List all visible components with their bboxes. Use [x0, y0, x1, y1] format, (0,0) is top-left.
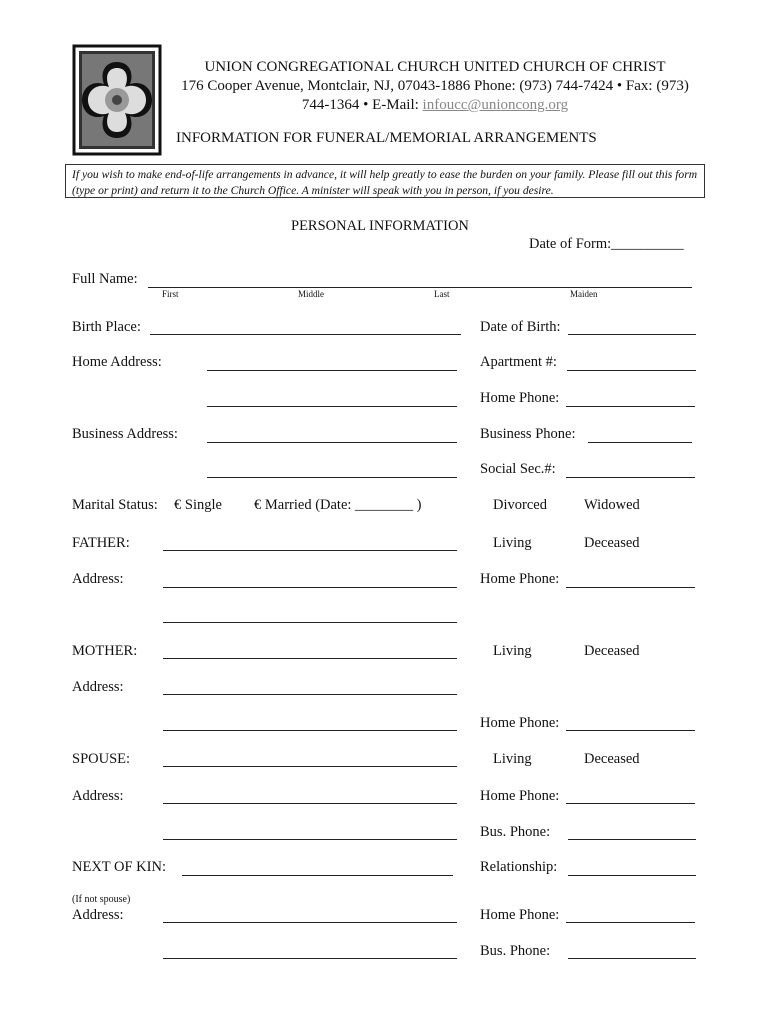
- kin-address-label: Address:: [72, 907, 124, 923]
- kin-home-phone-label: Home Phone:: [480, 907, 560, 923]
- kin-home-phone-field[interactable]: [566, 922, 695, 923]
- father-address-label: Address:: [72, 571, 124, 587]
- birth-place-field[interactable]: [150, 334, 461, 335]
- spouse-living-option[interactable]: Living: [493, 751, 532, 767]
- relationship-label: Relationship:: [480, 859, 558, 875]
- relationship-field[interactable]: [568, 875, 696, 876]
- father-address-field-1[interactable]: [163, 587, 457, 588]
- mother-address-field-2[interactable]: [163, 730, 457, 731]
- social-sec-label: Social Sec.#:: [480, 461, 556, 477]
- single-option[interactable]: € Single: [174, 497, 222, 513]
- father-home-phone-label: Home Phone:: [480, 571, 560, 587]
- spouse-label: SPOUSE:: [72, 751, 131, 767]
- mother-home-phone-field[interactable]: [566, 730, 695, 731]
- social-sec-field[interactable]: [566, 477, 695, 478]
- married-option[interactable]: € Married (Date: ________ ): [254, 497, 422, 513]
- business-address-field-1[interactable]: [207, 442, 457, 443]
- business-phone-field[interactable]: [588, 442, 692, 443]
- marital-status-label: Marital Status:: [72, 497, 158, 513]
- section-title: PERSONAL INFORMATION: [291, 218, 469, 234]
- mother-address-field-1[interactable]: [163, 694, 457, 695]
- spouse-home-phone-label: Home Phone:: [480, 788, 560, 804]
- father-field[interactable]: [163, 550, 457, 551]
- intro-note: If you wish to make end-of-life arrangements in advance, it will help greatly to ease the burden on your family. Please fill out this form (type or print) and return it to the Church Office. A minister will speak with you in person, if you desire.: [65, 164, 705, 198]
- email-link[interactable]: infoucc@unioncong.org: [422, 97, 569, 113]
- church-address: 176 Cooper Avenue, Montclair, NJ, 07043-1886 Phone: (973) 744-7424 • Fax: (973): [181, 78, 689, 94]
- spouse-home-phone-field[interactable]: [566, 803, 695, 804]
- birth-place-label: Birth Place:: [72, 319, 141, 335]
- date-of-birth-field[interactable]: [568, 334, 696, 335]
- full-name-field[interactable]: [148, 287, 692, 288]
- mother-home-phone-label: Home Phone:: [480, 715, 560, 731]
- business-address-field-2[interactable]: [207, 477, 457, 478]
- mother-deceased-option[interactable]: Deceased: [584, 643, 640, 659]
- spouse-deceased-option[interactable]: Deceased: [584, 751, 640, 767]
- father-home-phone-field[interactable]: [566, 587, 695, 588]
- mother-address-label: Address:: [72, 679, 124, 695]
- home-phone-field[interactable]: [566, 406, 695, 407]
- spouse-address-field-2[interactable]: [163, 839, 457, 840]
- spouse-address-label: Address:: [72, 788, 124, 804]
- home-address-field-1[interactable]: [207, 370, 457, 371]
- name-part-middle: Middle: [298, 289, 324, 299]
- divorced-option[interactable]: Divorced: [493, 497, 547, 513]
- next-of-kin-label: NEXT OF KIN:: [72, 859, 166, 875]
- home-address-field-2[interactable]: [207, 406, 457, 407]
- contact-prefix: 744-1364 • E-Mail:: [301, 97, 423, 113]
- spouse-address-field-1[interactable]: [163, 803, 457, 804]
- father-address-field-2[interactable]: [163, 622, 457, 623]
- kin-address-field-1[interactable]: [163, 922, 457, 923]
- spouse-field[interactable]: [163, 766, 457, 767]
- form-title: INFORMATION FOR FUNERAL/MEMORIAL ARRANGEMENTS: [176, 130, 597, 146]
- next-of-kin-field[interactable]: [182, 875, 453, 876]
- date-of-form: Date of Form:__________: [529, 236, 684, 252]
- church-contact: [170, 96, 700, 115]
- church-name: UNION CONGREGATIONAL CHURCH UNITED CHURCH OF CHRIST: [204, 59, 666, 75]
- kin-address-field-2[interactable]: [163, 958, 457, 959]
- apartment-field[interactable]: [567, 370, 696, 371]
- date-of-birth-label: Date of Birth:: [480, 319, 561, 335]
- business-phone-label: Business Phone:: [480, 426, 576, 442]
- mother-living-option[interactable]: Living: [493, 643, 532, 659]
- home-address-label: Home Address:: [72, 354, 162, 370]
- mother-field[interactable]: [163, 658, 457, 659]
- father-living-option[interactable]: Living: [493, 535, 532, 551]
- kin-bus-phone-label: Bus. Phone:: [480, 943, 551, 959]
- name-part-maiden: Maiden: [570, 289, 598, 299]
- father-deceased-option[interactable]: Deceased: [584, 535, 640, 551]
- widowed-option[interactable]: Widowed: [584, 497, 640, 513]
- full-name-label: Full Name:: [72, 271, 138, 287]
- mother-label: MOTHER:: [72, 643, 138, 659]
- church-logo-icon: [72, 44, 162, 156]
- home-phone-label: Home Phone:: [480, 390, 560, 406]
- name-part-first: First: [162, 289, 179, 299]
- business-address-label: Business Address:: [72, 426, 178, 442]
- kin-bus-phone-field[interactable]: [568, 958, 696, 959]
- spouse-bus-phone-label: Bus. Phone:: [480, 824, 551, 840]
- name-part-last: Last: [434, 289, 450, 299]
- spouse-bus-phone-field[interactable]: [568, 839, 696, 840]
- if-not-spouse-note: (If not spouse): [72, 894, 131, 905]
- father-label: FATHER:: [72, 535, 130, 551]
- apartment-label: Apartment #:: [480, 354, 557, 370]
